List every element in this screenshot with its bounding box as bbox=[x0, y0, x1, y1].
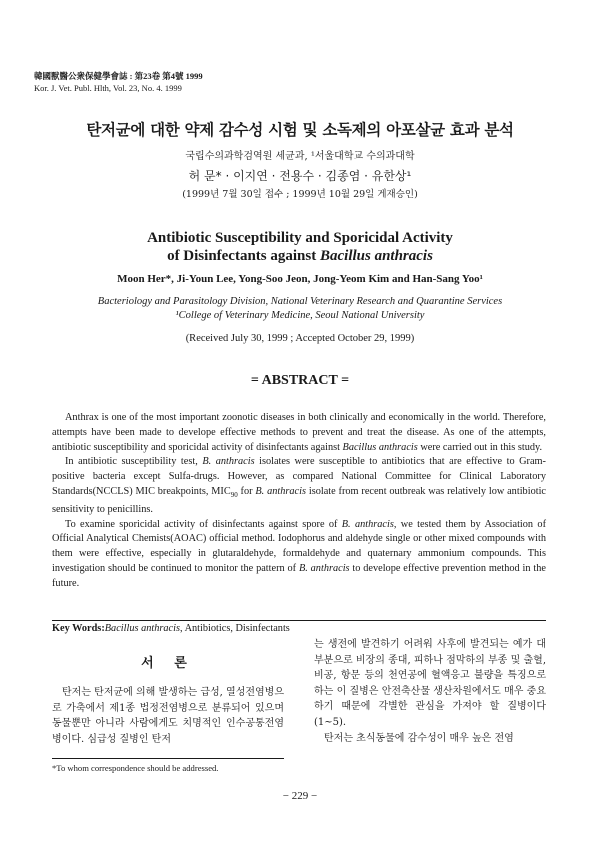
abstract-text: isolate from recent outbreak was relatively low antibiotic sensitivity to penicillins. bbox=[52, 485, 547, 515]
species-name: B. anthracis bbox=[341, 518, 394, 530]
journal-korean-citation: 韓國獸醫公衆保健學會誌 : 第23卷 第4號 1999 bbox=[34, 71, 203, 81]
intro-paragraph-2: 탄저는 초식동물에 감수성이 매우 높은 전염 bbox=[324, 732, 514, 744]
section-heading-introduction: 서 론 bbox=[141, 656, 195, 671]
abstract-paragraph-2 bbox=[52, 455, 546, 517]
korean-dates: (1999년 7월 30일 접수 ; 1999년 10월 29일 게재승인) bbox=[182, 189, 418, 200]
abstract-text: To examine sporicidal activity of disinfectants against spore of bbox=[65, 518, 342, 530]
keywords-list: , Antibiotics, Disinfectants bbox=[179, 623, 290, 634]
journal-english-citation: Kor. J. Vet. Publ. Hlth, Vol. 23, No. 4. 1999 bbox=[34, 83, 182, 93]
intro-paragraph-1: 탄저는 탄저균에 의해 발생하는 급성, 열성전염병으로 가축에서 제1종 법정전염병으로 분류되어 있으며 동물뿐만 아니라 사람에게도 치명적인 인수공통전염병이다. 심급성 질병인 탄저 bbox=[52, 687, 284, 745]
correspondence-footnote: *To whom correspondence should be addressed. bbox=[52, 758, 284, 773]
english-title-line1: Antibiotic Susceptibility and Sporicidal Activity bbox=[147, 230, 453, 246]
abstract-paragraph-1 bbox=[52, 411, 546, 455]
keywords-label: Key Words bbox=[52, 623, 102, 634]
english-title bbox=[0, 229, 600, 265]
body-column-right bbox=[314, 637, 546, 746]
english-affiliation-line2: ¹College of Veterinary Medicine, Seoul National University bbox=[175, 310, 425, 321]
korean-affiliation: 국립수의과학검역원 세균과, ¹서울대학교 수의과대학 bbox=[185, 151, 415, 162]
abstract-text: , we tested them by Association of Official Analytical Chemists(AOAC) official method. Iodophorus and aldehyde single or other mixed compounds with them were effective, especially in glutaraldehyde, formaldehyde and quaternary ammonium compounds. This investigation should be continued to monitor the pattern of bbox=[52, 518, 546, 575]
english-title-line2 bbox=[0, 247, 600, 265]
abstract-text: for bbox=[237, 485, 256, 497]
korean-title: 탄저균에 대한 약제 감수성 시험 및 소독제의 아포살균 효과 분석 bbox=[86, 121, 514, 139]
abstract-text: to develope effective prevention method in the future. bbox=[52, 563, 546, 589]
english-title-species: Bacillus anthracis bbox=[319, 248, 433, 264]
mic-subscript: 90 bbox=[230, 491, 238, 500]
abstract-text: Anthrax is one of the most important zoonotic diseases in both clinically and economically in the world. Therefore, attempts have been made to develope effective methods to prevent and treat the disease. As one of the attempts, antibiotic susceptibility and sporicidal activity of disinfectants against bbox=[52, 412, 546, 453]
korean-authors: 허 문* · 이지연 · 전용수 · 김종염 · 유한상¹ bbox=[188, 169, 412, 183]
abstract-heading: = ABSTRACT = bbox=[250, 373, 350, 388]
journal-header bbox=[34, 70, 203, 94]
abstract-text: were carried out in this study. bbox=[417, 441, 543, 453]
body-column-left bbox=[52, 652, 284, 747]
english-affiliation bbox=[0, 295, 600, 323]
keywords: Key Words:Bacillus anthracis, Antibiotics, Disinfectants bbox=[52, 620, 546, 634]
species-name: B. anthracis bbox=[298, 563, 350, 575]
english-affiliation-line1: Bacteriology and Parasitology Division, National Veterinary Research and Quarantine Services bbox=[97, 296, 503, 307]
species-name: B. anthracis bbox=[255, 485, 306, 497]
abstract-text: In antibiotic susceptibility test, bbox=[65, 456, 203, 468]
abstract-text: isolates were susceptible to antibiotics that are effective to Gram-positive bacteria except Sulfa-drugs. However, as compared National Committee for Clinical Laboratory Standards(NCCLS) MIC breakpoints, MIC bbox=[52, 456, 546, 497]
english-dates: (Received July 30, 1999 ; Accepted October 29, 1999) bbox=[185, 333, 415, 344]
english-title-prefix: of Disinfectants against bbox=[167, 248, 320, 264]
keyword-species: Bacillus anthracis bbox=[104, 623, 180, 634]
species-name: Bacillus anthracis bbox=[342, 441, 418, 453]
english-authors: Moon Her*, Ji-Youn Lee, Yong-Soo Jeon, Jong-Yeom Kim and Han-Sang Yoo¹ bbox=[117, 273, 483, 285]
abstract-body bbox=[52, 411, 546, 592]
abstract-paragraph-3 bbox=[52, 518, 546, 592]
intro-paragraph-1-continued: 는 생전에 발견하기 어려워 사후에 발견되는 예가 대부분으로 비장의 종대, 피하나 점막하의 부종 및 출혈, 비공, 항문 등의 천연공에 혈액응고 불량을 특징으로 하는 이 질병은 안전축산물 생산차원에서도 매우 중요하기 때문에 각별한 관심을 가져야 할 질병이다(1~5). bbox=[314, 639, 546, 728]
page-number: − 229 − bbox=[282, 790, 318, 802]
species-name: B. anthracis bbox=[202, 456, 255, 468]
